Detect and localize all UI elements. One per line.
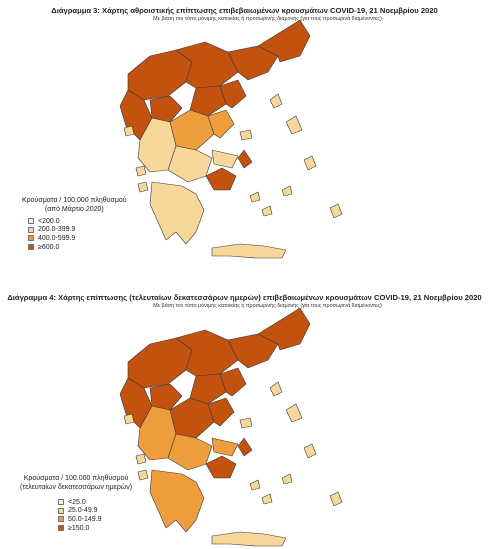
legend-swatch: [28, 218, 34, 224]
legend-swatch: [28, 227, 34, 233]
legend-label: 400.0-599.9: [38, 234, 76, 242]
legend-swatch: [28, 244, 34, 250]
legend-label: ≥150.0: [68, 524, 90, 532]
region-central-east: [212, 438, 238, 456]
legend-subtitle: (από Μάρτιο 2020): [44, 206, 104, 213]
region-ionian-islands: [124, 126, 134, 136]
map-legend: [22, 196, 127, 251]
legend-swatch: [28, 235, 34, 241]
legend-item: [58, 524, 132, 533]
legend-subtitle: (τελευταίων δεκατεσσάρων ημερών): [20, 484, 133, 491]
map-subtitle: Με βάση τον τόπο μόνιμης κατοικίας ή προσωρινής διαμονής (για τους προσωρινά διαμένοντες): [153, 303, 382, 309]
region-central-east: [168, 146, 212, 182]
legend-item: [58, 498, 132, 507]
region-ionian-islands: [138, 182, 148, 192]
legend-item: [28, 217, 127, 226]
region-aegean-islands: [286, 404, 302, 422]
region-ionian-islands: [136, 454, 146, 464]
region-aegean-islands: [282, 474, 292, 484]
legend-label: 200.0-399.9: [38, 226, 76, 234]
legend-label: <200.0: [38, 217, 60, 225]
legend-label: 50.0-149.9: [68, 515, 102, 523]
region-aegean-islands: [270, 382, 282, 396]
legend-label: <25.0: [68, 498, 86, 506]
legend-label: 25.0-49.9: [68, 507, 98, 515]
legend-title: Κρούσματα / 100.000 πληθυσμού: [23, 475, 129, 482]
map-title: Διάγραμμα 3: Χάρτης αθροιστικής επίπτωσης επιβεβαιωμένων κρουσμάτων COVID-19, 21 Νοεμβρίου 2020: [51, 6, 438, 15]
region-aegean-islands: [250, 480, 260, 490]
legend-item: [58, 515, 132, 524]
region-aegean-islands: [262, 494, 272, 504]
legend-item: [28, 243, 127, 252]
legend-title: Κρούσματα / 100.000 πληθυσμού: [22, 197, 127, 204]
region-aegean-islands: [286, 116, 302, 134]
region-central-east: [168, 434, 212, 470]
region-aegean-islands: [240, 418, 252, 428]
legend-swatch: [58, 525, 64, 531]
legend-item: [28, 234, 127, 243]
region-north-west: [128, 338, 192, 388]
legend-swatch: [58, 508, 64, 514]
region-thessaly: [170, 398, 214, 438]
map-subtitle: Με βάση τον τόπο μόνιμης κατοικίας ή προσωρινής διαμονής (για τους προσωρινά διαμένοντες): [153, 16, 382, 22]
region-central-east: [212, 150, 238, 168]
region-north-west: [128, 50, 192, 100]
legend-item: [58, 507, 132, 516]
region-aegean-islands: [330, 492, 342, 506]
legend-label: ≥600.0: [38, 243, 60, 251]
region-aegean-islands: [304, 156, 316, 170]
region-ionian-islands: [138, 470, 148, 480]
region-crete: [212, 244, 286, 258]
region-aegean-islands: [240, 130, 252, 140]
region-attica: [238, 150, 252, 168]
map-legend: [20, 474, 132, 532]
region-aegean-islands: [330, 204, 342, 218]
region-aegean-islands: [262, 206, 272, 216]
region-aegean-islands: [250, 192, 260, 202]
region-crete: [212, 532, 286, 546]
region-thessaly: [170, 110, 214, 150]
legend-swatch: [58, 516, 64, 522]
legend-item: [28, 226, 127, 235]
region-attica: [206, 456, 236, 478]
region-attica: [238, 438, 252, 456]
region-aegean-islands: [270, 94, 282, 108]
region-peloponnese: [150, 182, 204, 244]
region-attica: [206, 168, 236, 190]
region-aegean-islands: [304, 444, 316, 458]
region-peloponnese: [150, 470, 204, 532]
region-ionian-islands: [124, 414, 134, 424]
region-aegean-islands: [282, 186, 292, 196]
legend-swatch: [58, 499, 64, 505]
region-ionian-islands: [136, 166, 146, 176]
fourteen-day-incidence-map-panel: [0, 288, 499, 549]
map-title: Διάγραμμα 4: Χάρτης επίπτωσης (τελευταίων δεκατεσσάρων ημερών) επιβεβαιωμένων κρουσμάτων COVID-19, 21 Νοεμβρίου 2020: [7, 293, 482, 302]
